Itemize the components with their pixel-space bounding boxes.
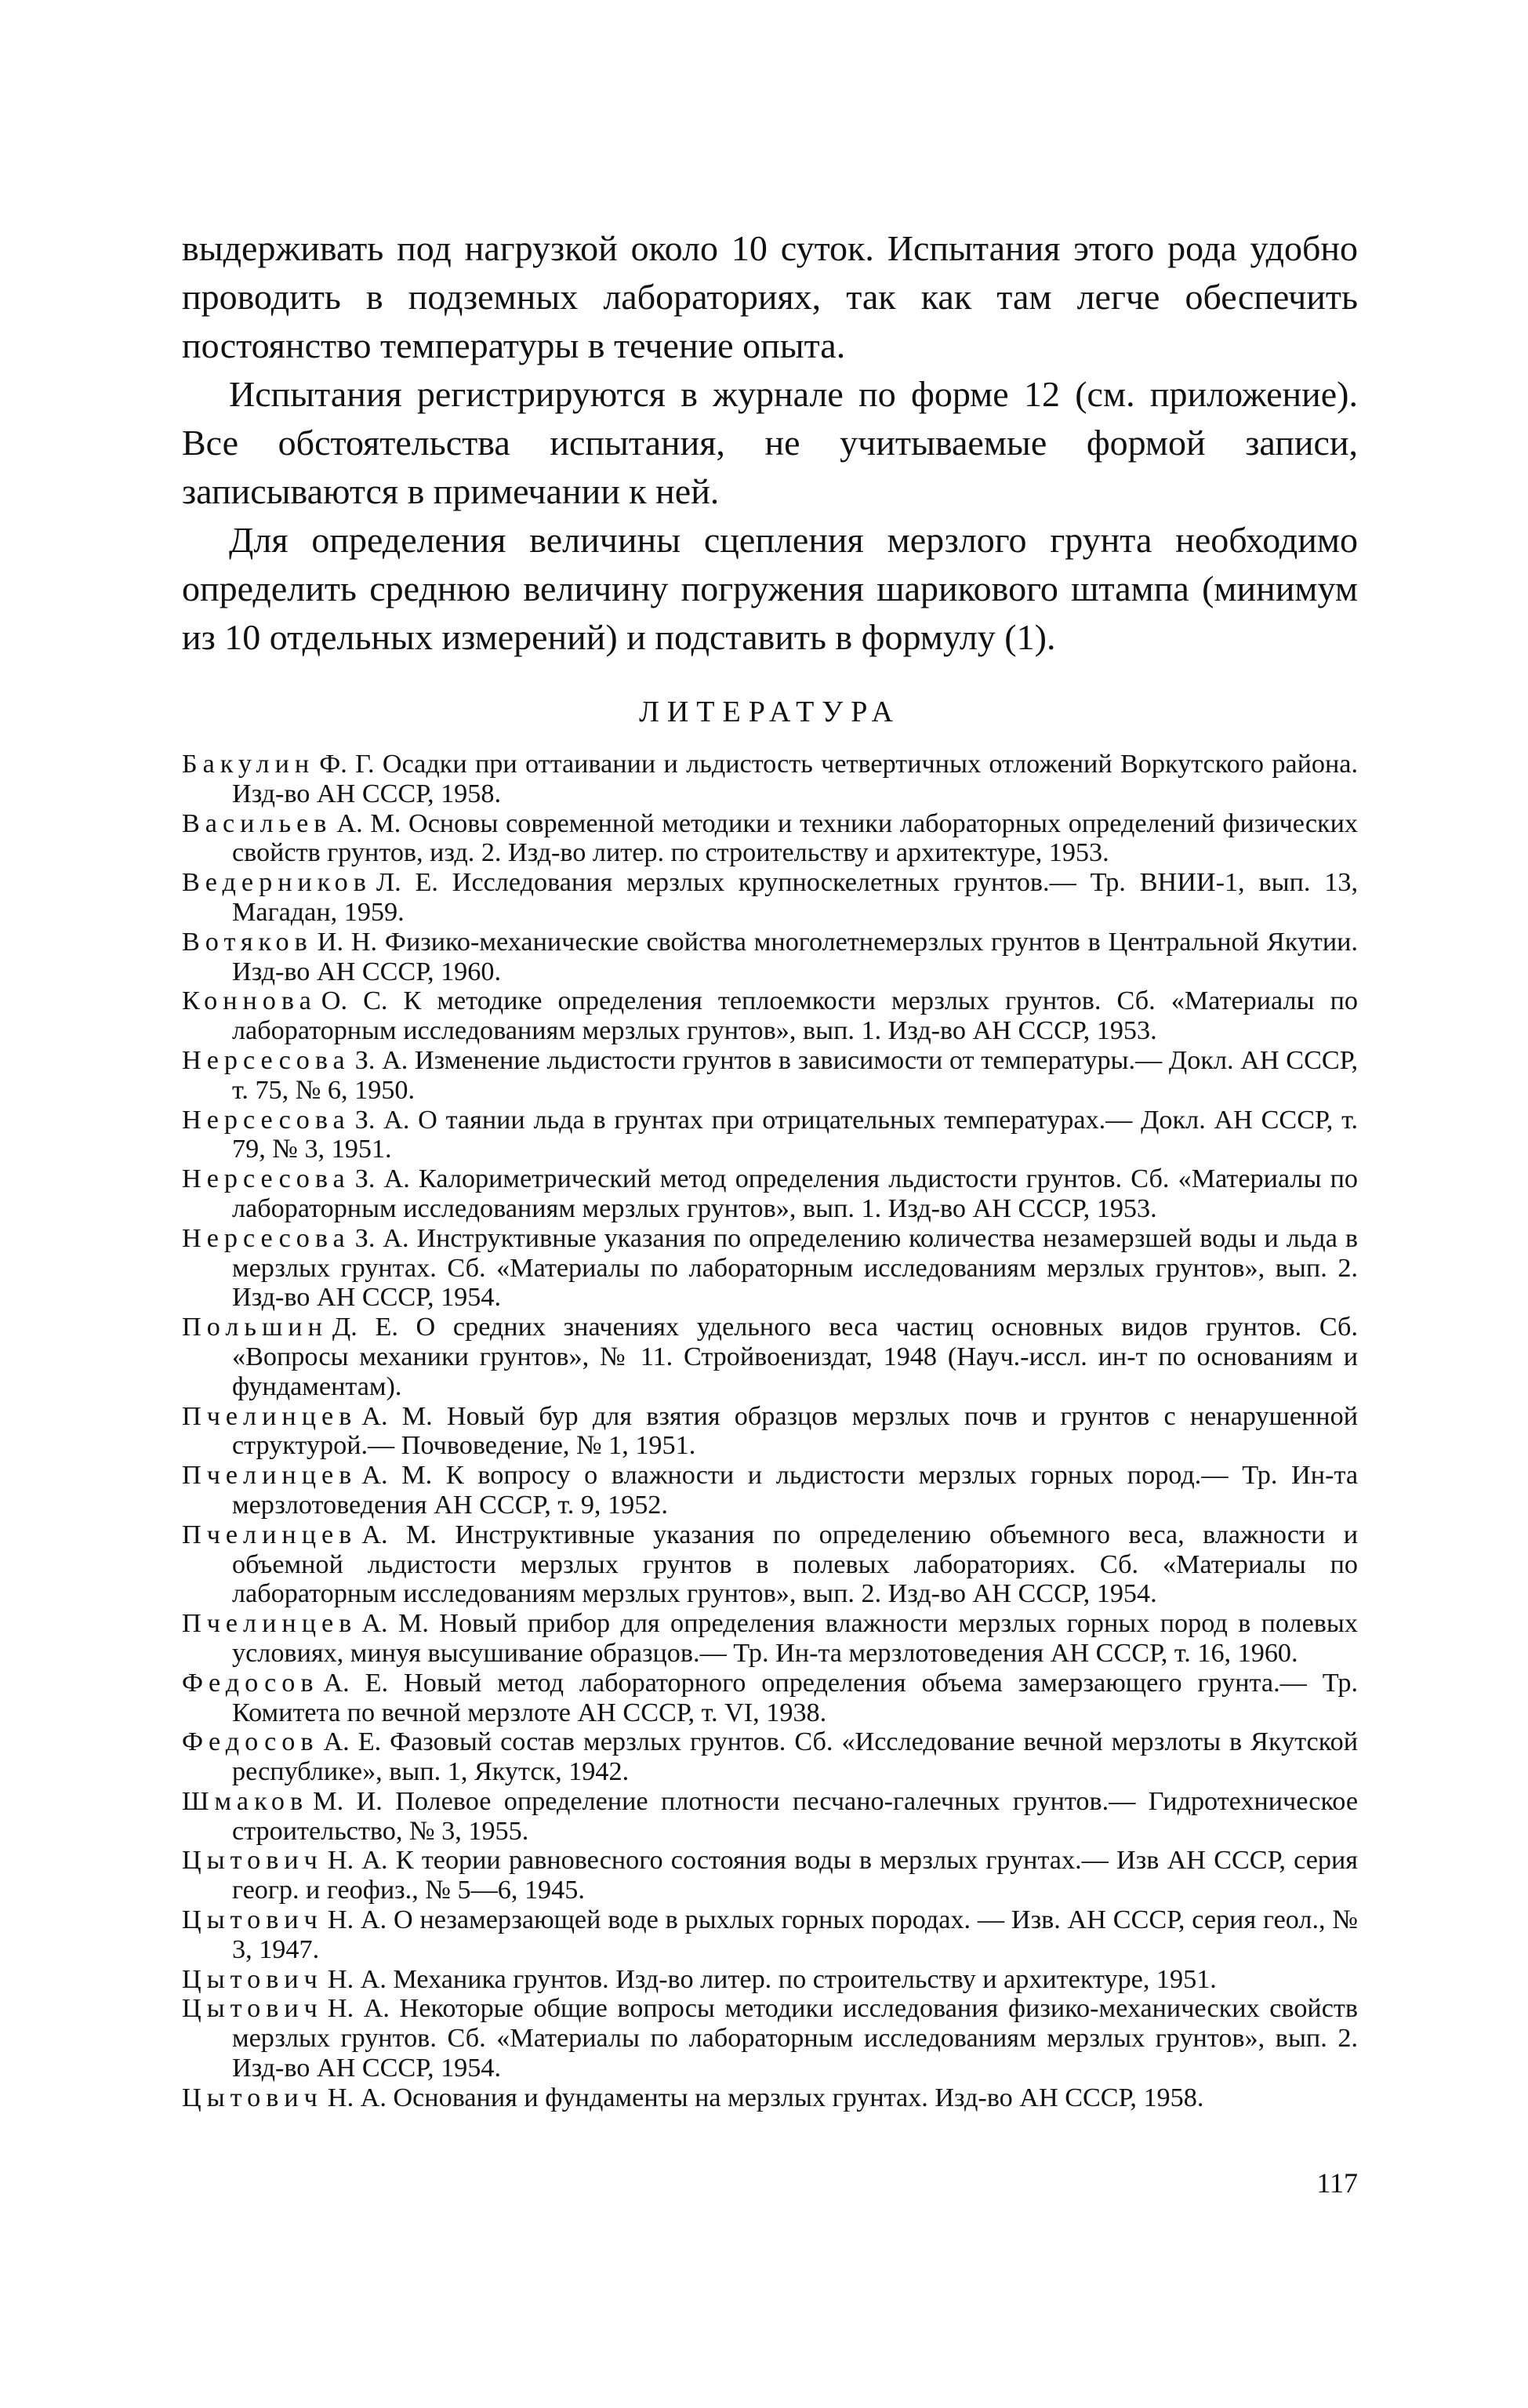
reference-text: Н. А. Основания и фундаменты на мерзлых грунтах. Изд-во АН СССР, 1958. (327, 2083, 1204, 2112)
reference-item (182, 1787, 1358, 1847)
reference-author: Нерсесова (182, 1223, 350, 1253)
reference-author: Вотяков (182, 927, 313, 957)
reference-text: А. М. Основы современной методики и техники лабораторных определений физических свойств грунтов, изд. 2. Изд-во литер. по строительству и архитектуре, 1953. (232, 808, 1358, 868)
reference-text: О. С. К методике определения теплоемкости мерзлых грунтов. Сб. «Материалы по лабораторным исследованиям мерзлых грунтов», вып. 1. Изд-во АН СССР, 1953. (232, 986, 1358, 1046)
reference-item (182, 750, 1358, 809)
reference-item (182, 1609, 1358, 1669)
reference-author: Нерсесова (182, 1105, 350, 1135)
reference-item (182, 809, 1358, 869)
reference-item (182, 986, 1358, 1046)
reference-author: Федосов (182, 1668, 319, 1698)
body-paragraph-3: Для определения величины сцепления мерзлого грунта необходимо определить среднюю величину погружения шарикового штампа (минимум из 10 отдельных измерений) и подставить в формулу (1). (182, 520, 1358, 657)
reference-list (182, 750, 1358, 2113)
reference-author: Цытович (182, 1846, 323, 1876)
reference-item (182, 1669, 1358, 1728)
reference-item (182, 1846, 1358, 1905)
reference-author: Бакулин (182, 750, 315, 779)
reference-text: З. А. О таянии льда в грунтах при отрицательных температурах.— Докл. АН СССР, т. 79, № 3, 1951. (232, 1105, 1358, 1164)
reference-author: Федосов (182, 1727, 319, 1757)
reference-text: М. И. Полевое определение плотности песчано-галечных грунтов.— Гидротехническое строительство, № 3, 1955. (232, 1786, 1358, 1846)
reference-text: З. А. Калориметрический метод определения льдистости грунтов. Сб. «Материалы по лабораторным исследованиям мерзлых грунтов», вып. 1. Изд-во АН СССР, 1953. (232, 1164, 1358, 1223)
reference-text: З. А. Изменение льдистости грунтов в зависимости от температуры.— Докл. АН СССР, т. 75, № 6, 1950. (232, 1045, 1358, 1105)
body-paragraph-2: Испытания регистрируются в журнале по форме 12 (см. приложение). Все обстоятельства испытания, не учитываемые формой записи, записываются в примечании к ней. (182, 374, 1358, 511)
reference-text: Н. А. О незамерзающей воде в рыхлых горных породах. — Изв. АН СССР, серия геол., № 3, 1947. (232, 1905, 1358, 1964)
reference-author: Ведерников (182, 868, 372, 898)
body-paragraph-1: выдерживать под нагрузкой около 10 суток. Испытания этого рода удобно проводить в подземных лабораториях, так как там легче обеспечить постоянство температуры в течение опыта. (182, 228, 1358, 365)
reference-text: А. Е. Новый метод лабораторного определения объема замерзающего грунта.— Тр. Комитета по вечной мерзлоте АН СССР, т. VI, 1938. (232, 1668, 1358, 1727)
reference-text: А. М. Новый бур для взятия образцов мерзлых почв и грунтов с ненарушенной структурой.— Почвоведение, № 1, 1951. (232, 1401, 1358, 1461)
reference-text: И. Н. Физико-механические свойства многолетнемерзлых грунтов в Центральной Якутии. Изд-во АН СССР, 1960. (232, 927, 1358, 986)
reference-item (182, 2083, 1358, 2113)
reference-author: Цытович (182, 2083, 323, 2112)
reference-text: А. М. Инструктивные указания по определению объемного веса, влажности и объемной льдистости мерзлых грунтов в полевых лабораториях. Сб. «Материалы по лабораторным исследованиям мерзлых грунтов», вып. 2. Изд-во АН СССР, 1954. (232, 1520, 1358, 1609)
reference-text: Ф. Г. Осадки при оттаивании и льдистость четвертичных отложений Воркутского района. Изд-во АН СССР, 1958. (232, 750, 1358, 808)
reference-item (182, 1046, 1358, 1106)
reference-text: З. А. Инструктивные указания по определению количества незамерзшей воды и льда в мерзлых грунтах. Сб. «Материалы по лабораторным исследованиям мерзлых грунтов», вып. 2. Изд-во АН СССР, 1954. (232, 1223, 1358, 1313)
reference-text: Д. Е. О средних значениях удельного веса частиц основных видов грунтов. Сб. «Вопросы механики грунтов», № 11. Стройвоениздат, 1948 (Науч.-иссл. ин-т по основаниям и фундаментам). (232, 1313, 1358, 1401)
reference-author: Цытович (182, 1994, 323, 2024)
reference-text: Н. А. К теории равновесного состояния воды в мерзлых грунтах.— Изв АН СССР, серия геогр. и геофиз., № 5—6, 1945. (232, 1846, 1358, 1905)
reference-author: Пчелинцев (182, 1520, 358, 1549)
reference-author: Цытович (182, 1964, 323, 1994)
reference-author: Нерсесова (182, 1045, 350, 1075)
literature-title: ЛИТЕРАТУРА (639, 696, 901, 728)
reference-item (182, 1965, 1358, 1995)
reference-item (182, 1461, 1358, 1520)
reference-item (182, 1313, 1358, 1401)
reference-author: Васильев (182, 808, 332, 838)
reference-text: Л. Е. Исследования мерзлых крупноскелетных грунтов.— Тр. ВНИИ-1, вып. 13, Магадан, 1959. (232, 868, 1358, 927)
reference-item (182, 1520, 1358, 1609)
reference-author: Цытович (182, 1905, 323, 1935)
reference-author: Пчелинцев (182, 1401, 358, 1431)
reference-item (182, 1994, 1358, 2083)
reference-author: Шмаков (182, 1786, 309, 1816)
reference-item (182, 868, 1358, 928)
reference-item (182, 928, 1358, 987)
reference-author: Нерсесова (182, 1164, 350, 1194)
page-number: 117 (1316, 2167, 1358, 2199)
reference-author: Коннова (182, 986, 317, 1016)
reference-item (182, 1224, 1358, 1313)
reference-author: Пчелинцев (182, 1461, 358, 1491)
reference-text: А. М. Новый прибор для определения влажности мерзлых горных пород в полевых условиях, минуя высушивание образцов.— Тр. Ин-та мерзлотоведения АН СССР, т. 16, 1960. (232, 1609, 1358, 1668)
reference-author: Пчелинцев (182, 1609, 358, 1639)
reference-text: Н. А. Механика грунтов. Изд-во литер. по строительству и архитектуре, 1951. (327, 1964, 1217, 1994)
reference-text: А. Е. Фазовый состав мерзлых грунтов. Сб. «Исследование вечной мерзлоты в Якутской республике», вып. 1, Якутск, 1942. (232, 1727, 1358, 1787)
reference-item (182, 1106, 1358, 1165)
page (182, 224, 1358, 2341)
reference-item (182, 1164, 1358, 1224)
reference-item (182, 1402, 1358, 1462)
reference-item (182, 1727, 1358, 1787)
reference-item (182, 1905, 1358, 1965)
reference-text: А. М. К вопросу о влажности и льдистости мерзлых горных пород.— Тр. Ин-та мерзлотоведения АН СССР, т. 9, 1952. (232, 1461, 1358, 1520)
reference-text: Н. А. Некоторые общие вопросы методики исследования физико-механических свойств мерзлых грунтов. Сб. «Материалы по лабораторным исследованиям мерзлых грунтов», вып. 2. Изд-во АН СССР, 1954. (232, 1994, 1358, 2083)
reference-author: Польшин (182, 1313, 328, 1342)
